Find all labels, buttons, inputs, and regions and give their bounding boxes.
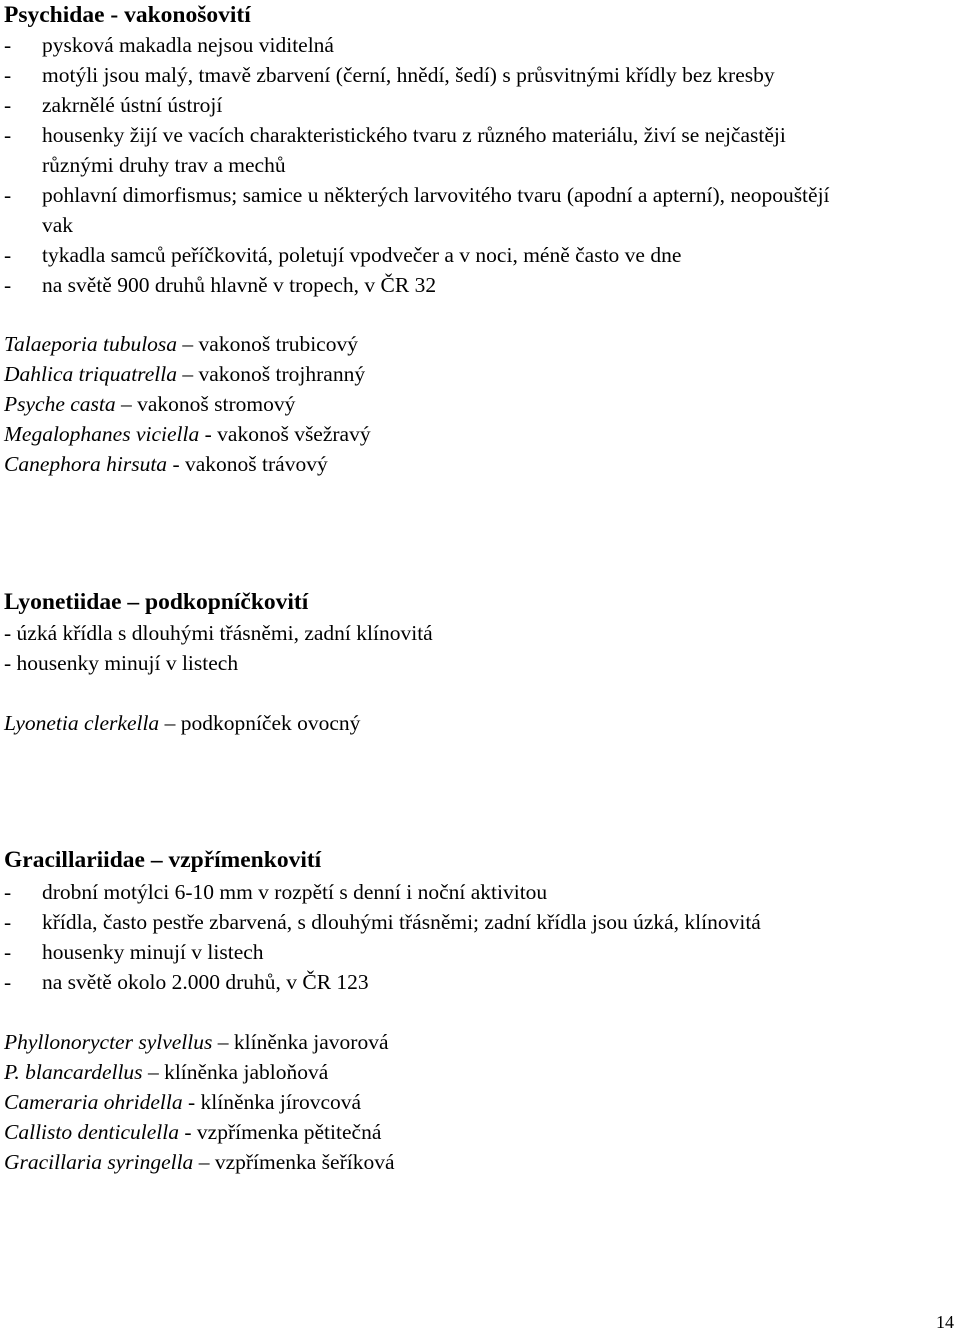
species-entry [4, 449, 328, 479]
species-latin-name: Dahlica triquatrella [4, 362, 177, 386]
bullet-dash: - [4, 183, 12, 207]
species-czech-name: vakonoš všežravý [217, 422, 371, 446]
species-separator: – [159, 711, 181, 735]
bullet-text: housenky žijí ve vacích charakteristického tvaru z různého materiálu, živí se nejčastěji [42, 123, 786, 147]
bullet-dash: - [4, 123, 12, 147]
species-entry [4, 329, 358, 359]
bullet-dash: - [4, 63, 12, 87]
species-latin-name: Talaeporia tubulosa [4, 332, 178, 356]
species-latin-name: Callisto denticulella [4, 1120, 179, 1144]
bullet-text: tykadla samců peříčkovitá, poletují vpodvečer a v noci, méně často ve dne [42, 243, 682, 267]
species-entry [4, 1117, 381, 1147]
species-czech-name: vakonoš trubicový [198, 332, 358, 356]
bullet-text: pysková makadla nejsou viditelná [42, 33, 334, 57]
bullet-dash: - [4, 93, 12, 117]
species-separator: – [115, 392, 138, 416]
species-entry [4, 419, 371, 449]
bullet-dash: - [4, 910, 12, 934]
species-czech-name: vakonoš trávový [184, 452, 328, 476]
text-line: - housenky minují v listech [4, 651, 239, 675]
page-number: 14 [936, 1312, 954, 1332]
species-entry [4, 1027, 389, 1057]
text-line: - úzká křídla s dlouhými třásněmi, zadní klínovitá [4, 621, 433, 645]
species-latin-name: Cameraria ohridella [4, 1090, 183, 1114]
species-separator: - [178, 1120, 197, 1144]
species-separator: - [167, 452, 185, 476]
species-czech-name: vakonoš trojhranný [198, 362, 366, 386]
species-separator: - [182, 1090, 201, 1114]
section-heading-psychidae: Psychidae - vakonošovití [4, 2, 251, 28]
bullet-continuation: vak [42, 213, 74, 237]
species-latin-name: Megalophanes viciella [4, 422, 200, 446]
species-entry [4, 359, 365, 389]
bullet-text: na světě okolo 2.000 druhů, v ČR 123 [42, 970, 369, 994]
bullet-dash: - [4, 970, 12, 994]
species-latin-name: Lyonetia clerkella [4, 711, 160, 735]
species-entry [4, 1057, 328, 1087]
bullet-text: housenky minují v listech [42, 940, 264, 964]
species-czech-name: klíněnka jabloňová [164, 1060, 329, 1084]
species-separator: - [199, 422, 218, 446]
species-entry [4, 389, 295, 419]
bullet-continuation: různými druhy trav a mechů [42, 153, 286, 177]
section-heading-lyonetiidae: Lyonetiidae – podkopníčkovití [4, 589, 309, 615]
bullet-dash: - [4, 940, 12, 964]
section-heading-gracillariidae: Gracillariidae – vzpřímenkovití [4, 847, 322, 873]
bullet-text: drobní motýlci 6-10 mm v rozpětí s denní i noční aktivitou [42, 880, 548, 904]
species-separator: – [142, 1060, 165, 1084]
bullet-text: motýli jsou malý, tmavě zbarvení (černí, hnědí, šedí) s průsvitnými křídly bez kresby [42, 63, 775, 87]
species-czech-name: klíněnka jírovcová [200, 1090, 362, 1114]
species-czech-name: podkopníček ovocný [180, 711, 361, 735]
bullet-dash: - [4, 273, 12, 297]
species-czech-name: vzpřímenka pětitečná [196, 1120, 382, 1144]
bullet-dash: - [4, 880, 12, 904]
bullet-text: pohlavní dimorfismus; samice u některých larvovitého tvaru (apodní a apterní), neopouštějí [42, 183, 830, 207]
species-latin-name: Gracillaria syringella [4, 1150, 194, 1174]
bullet-text: zakrnělé ústní ústrojí [42, 93, 223, 117]
species-latin-name: Psyche casta [4, 392, 116, 416]
bullet-text: na světě 900 druhů hlavně v tropech, v ČR 32 [42, 273, 437, 297]
species-latin-name: Phyllonorycter sylvellus [4, 1030, 213, 1054]
species-latin-name: P. blancardellus [4, 1060, 143, 1084]
species-czech-name: klíněnka javorová [233, 1030, 389, 1054]
species-separator: – [193, 1150, 215, 1174]
species-entry [4, 1087, 361, 1117]
species-entry [4, 1147, 395, 1177]
bullet-text: křídla, často pestře zbarvená, s dlouhými třásněmi; zadní křídla jsou úzká, klínovitá [42, 910, 761, 934]
species-separator: – [212, 1030, 234, 1054]
species-separator: – [177, 332, 199, 356]
species-separator: – [177, 362, 199, 386]
species-czech-name: vzpřímenka šeříková [214, 1150, 395, 1174]
species-czech-name: vakonoš stromový [137, 392, 296, 416]
species-latin-name: Canephora hirsuta [4, 452, 168, 476]
bullet-dash: - [4, 243, 12, 267]
species-entry [4, 708, 360, 738]
bullet-dash: - [4, 33, 12, 57]
